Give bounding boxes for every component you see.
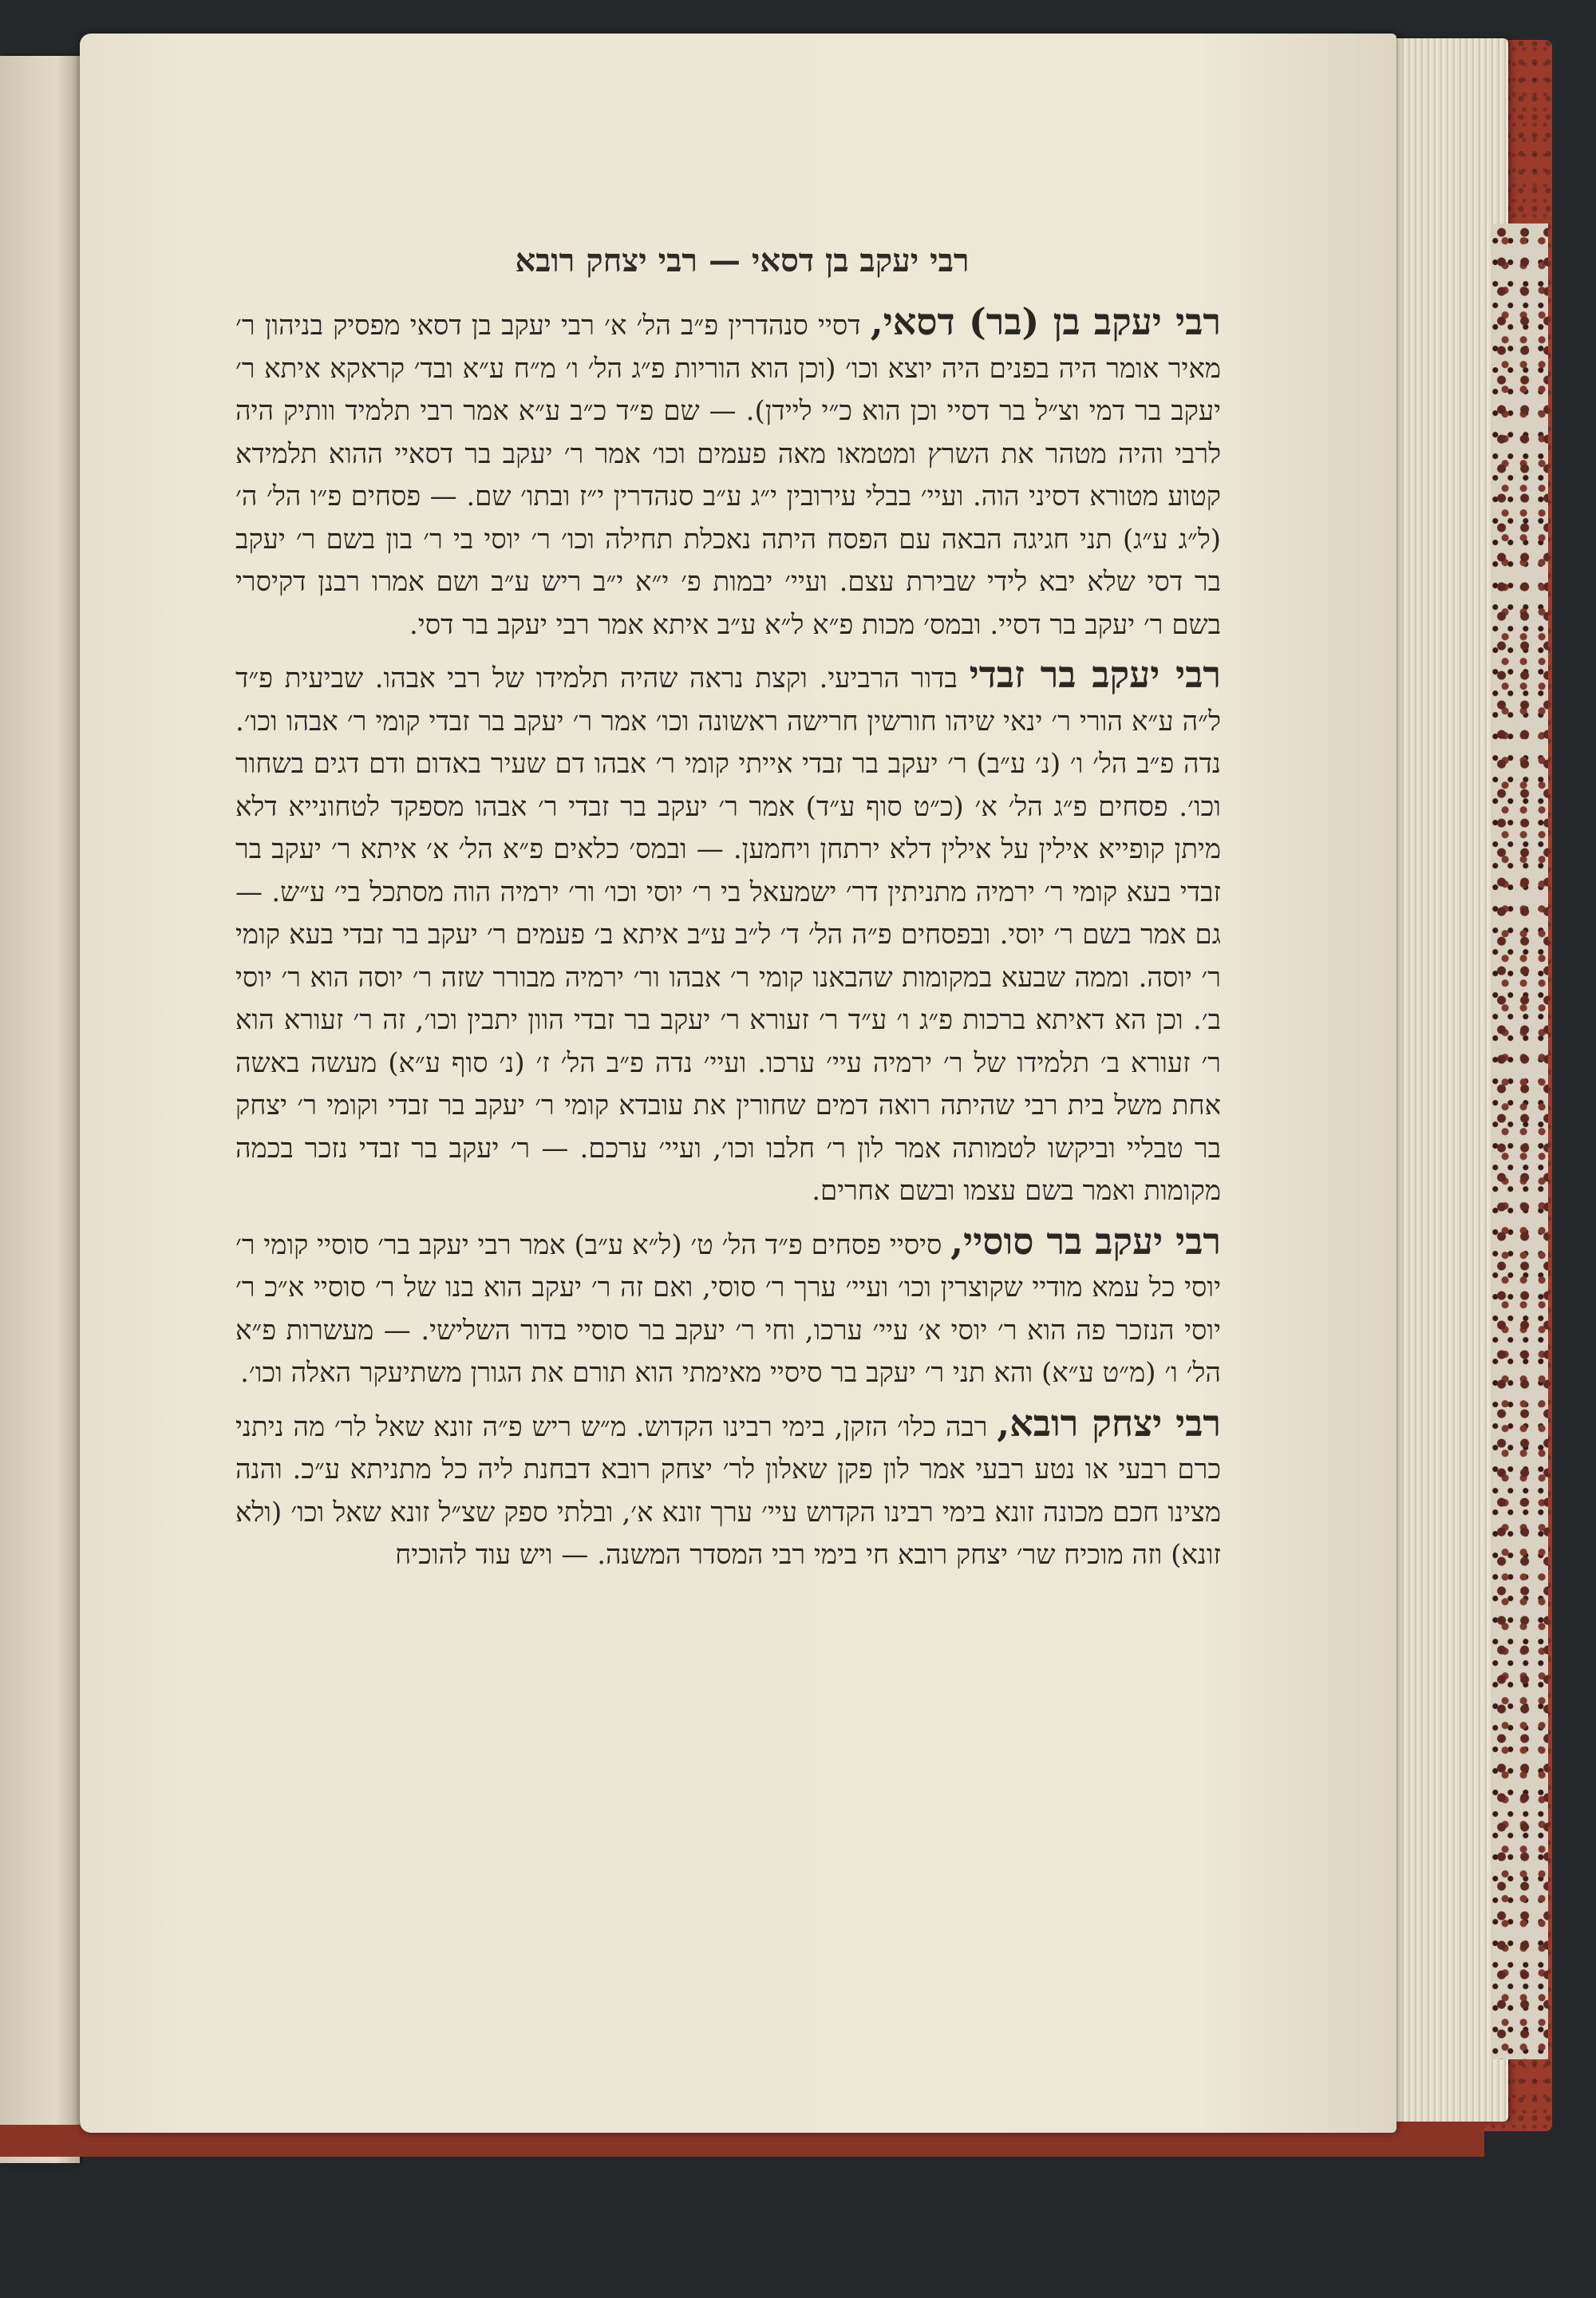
entry-yaakov-ben-dasai — [235, 301, 1221, 647]
previous-page-edge — [0, 56, 80, 2163]
entry-text: סיסיי פסחים פ״ד הל׳ ט׳ (ל״א ע״ב) אמר רבי יעקב בר׳ סוסיי קומי ר׳ יוסי כל עמא מודיי שקוצרין וכו׳ ועיי׳ ערך ר׳ סוסי, ואם זה ר׳ יעקב הוא בנו של ר׳ סוסיי א״כ ר׳ יוסי הנזכר פה הוא ר׳ יוסי א׳ עיי׳ ערכו, וחי ר׳ יעקב בר סוסיי בדור השלישי. — מעשרות פ״א הל׳ ו׳ (מ״ט ע״א) והא תני ר׳ יעקב בר סיסיי מאימתי הוא תורם את הגורן משתיעקר האלה וכו׳. — [235, 1228, 1221, 1389]
entry-text: רבה כלו׳ הזקן, בימי רבינו הקדוש. מ״ש ריש פ״ה זונא שאל לר׳ מה ניתני כרם רבעי או נטע רבעי אמר לון פקן שאלון לר׳ יצחק רובא דבחנת ליה כל מתניתא ע״כ. והנה מצינו חכם מכונה זונא בימי רבינו הקדוש עיי׳ ערך זונא א׳, ובלתי ספק שצ״ל זונא שאל וכו׳ (ולא זונא) וזה מוכיח שר׳ יצחק רובא חי בימי רבי המסדר המשנה. — ויש עוד להוכיח — [235, 1410, 1221, 1571]
entry-text: בדור הרביעי. וקצת נראה שהיה תלמידו של רבי אבהו. שביעית פ״ד ל״ה ע״א הורי ר׳ ינאי שיהו חורשין חרישה ראשונה וכו׳ אמר ר׳ יעקב בר זבדי קומי ר׳ אבהו וכו׳. נדה פ״ב הל׳ ו׳ (נ׳ ע״ב) ר׳ יעקב בר זבדי אייתי קומי ר׳ אבהו דם שעיר באדום ודם דגים בשחור וכו׳. פסחים פ״ג הל׳ א׳ (כ״ט סוף ע״ד) אמר ר׳ יעקב בר זבדי ר׳ אבהו מספקד לטחונייא דלא מיתן קופייא אילין על אילין דלא ירתחן ויחמען. — ובמס׳ כלאים פ״א הל׳ א׳ איתא ר׳ יעקב בר זבדי בעא קומי ר׳ ירמיה מתניתין דר׳ ישמעאל בי ר׳ יוסי וכו׳ ור׳ ירמיה הוה מסתכל בי׳ ע״ש. — גם אמר בשם ר׳ יוסי. ובפסחים פ״ה הל׳ ד׳ ל״ב ע״ב איתא ב׳ פעמים ר׳ יעקב בר זבדי בעא קומי ר׳ יוסה. וממה שבעא במקומות שהבאנו קומי ר׳ אבהו ור׳ ירמיה מבורר שזה ר׳ יוסה הוא ר׳ יוסי ב׳. וכן הא דאיתא ברכות פ״ג ו׳ ע״ד ר׳ זעורא ר׳ יעקב בר זבדי הוון יתבין וכו׳, זה ר׳ זעורא הוא ר׳ זעורא ב׳ תלמידו של ר׳ ירמיה עיי׳ ערכו. ועיי׳ נדה פ״ב הל׳ ז׳ (נ׳ סוף ע״א) מעשה באשה אחת משל בית רבי שהיתה רואה דמים שחורין את עובדא קומי ר׳ יעקב בר זבדי וקומי ר׳ יצחק בר טבליי וביקשו לטמותה אמר לון ר׳ חלבו וכו׳, ועיי׳ ערכם. — ר׳ יעקב בר זבדי נזכר בכמה מקומות ואמר בשם עצמו ובשם אחרים. — [235, 663, 1221, 1207]
entry-yaakov-bar-sosai — [235, 1220, 1221, 1395]
entry-heading: רבי יעקב בן (בר) דסאי, — [870, 300, 1221, 343]
page-body — [235, 301, 1221, 2097]
entry-text: דסיי סנהדרין פ״ב הל׳ א׳ רבי יעקב בן דסאי מפסיק בניהון ר׳ מאיר אומר היה בפנים היה יוצא וכו׳ (וכן הוא הוריות פ״ג הל׳ ו׳ מ״ח ע״א ובד׳ קראקא איתא ר׳ יעקב בר דמי וצ״ל בר דסיי וכן הוא כ״י ליידן). — שם פ״ד כ״ב ע״א אמר רבי תלמיד וותיק היה לרבי והיה מטהר את השרץ ומטמאו מאה פעמים וכו׳ אמר ר׳ יעקב בר דסאיי ההוא תלמידא קטוע מטורא דסיני הוה. ועיי׳ בבלי עירובין י״ג ע״ב סנהדרין י״ז ובתו׳ שם. — פסחים פ״ו הל׳ ה׳ (ל״ג ע״ג) תני חגיגה הבאה עם הפסח היתה נאכלת תחילה וכו׳ ר׳ יוסי בי ר׳ בון בשם ר׳ יעקב בר דסי שלא יבא לידי שבירת עצם. ועיי׳ יבמות פ׳ י״א י״ב ריש ע״ב ושם אמרו רבנן דקיסרי בשם ר׳ יעקב בר דסיי. ובמס׳ מכות פ״א ל״א ע״ב איתא אמר רבי יעקב בר דסי. — [235, 310, 1221, 641]
entry-heading: רבי יעקב בר סוסיי, — [950, 1219, 1221, 1263]
entry-yaakov-bar-zavdi — [235, 654, 1221, 1213]
entry-heading: רבי יעקב בר זבדי — [969, 653, 1222, 696]
entry-heading: רבי יצחק רובא, — [997, 1401, 1221, 1445]
running-header: רבי יעקב בן דסאי — רבי יצחק רובא — [515, 242, 970, 279]
entry-yitzchak-ruba — [235, 1402, 1221, 1577]
book-page — [80, 34, 1396, 2133]
marbled-edge — [1492, 223, 1548, 2059]
